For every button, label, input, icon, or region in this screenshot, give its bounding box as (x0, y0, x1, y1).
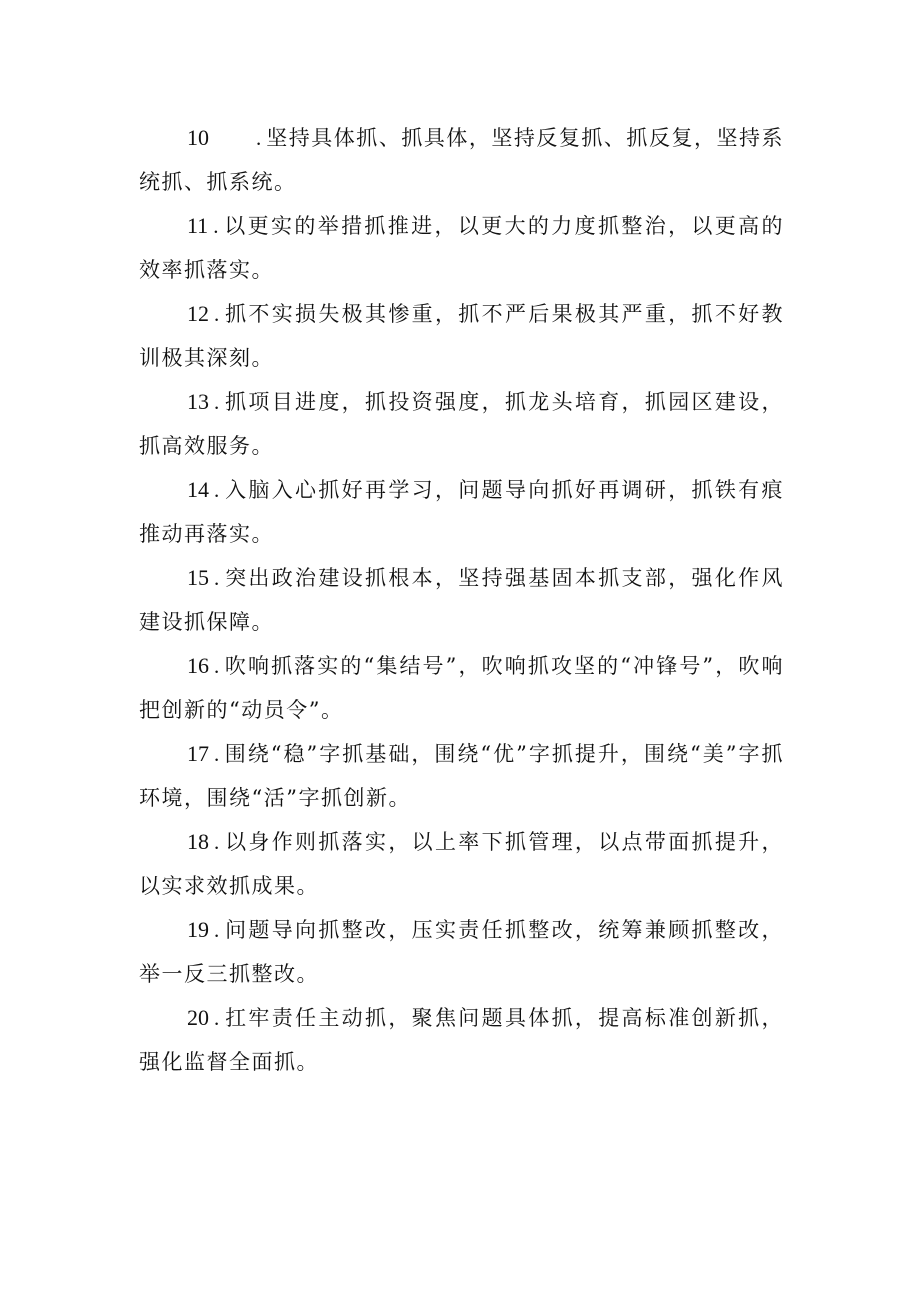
list-item (139, 908, 784, 996)
item-separator: . (214, 566, 220, 590)
list-item (139, 644, 784, 732)
item-number: 14 (187, 477, 209, 502)
item-text: 以更实的举措抓推进，以更大的力度抓整治，以更高的效率抓落实。 (139, 214, 784, 282)
item-separator: . (214, 1006, 220, 1030)
list-item (139, 204, 784, 292)
item-number: 10 (187, 125, 209, 150)
item-number: 11 (187, 213, 209, 238)
item-text: 突出政治建设抓根本，坚持强基固本抓支部，强化作风建设抓保障。 (139, 566, 784, 634)
list-item (139, 820, 784, 908)
item-text: 抓不实损失极其惨重，抓不严后果极其严重，抓不好教训极其深刻。 (139, 302, 784, 370)
item-text: 扛牢责任主动抓，聚焦问题具体抓，提高标准创新抓，强化监督全面抓。 (139, 1006, 784, 1074)
item-separator: . (214, 830, 220, 854)
item-text: 以身作则抓落实，以上率下抓管理，以点带面抓提升，以实求效抓成果。 (139, 830, 784, 898)
item-text: 坚持具体抓、抓具体，坚持反复抓、抓反复，坚持系统抓、抓系统。 (139, 126, 784, 194)
item-number: 20 (187, 1005, 209, 1030)
item-separator: . (214, 390, 220, 414)
item-separator: . (214, 654, 220, 678)
list-item (139, 116, 784, 204)
list-item (139, 292, 784, 380)
item-number: 15 (187, 565, 209, 590)
item-number: 13 (187, 389, 209, 414)
item-separator: . (214, 918, 220, 942)
list-item (139, 468, 784, 556)
item-text: 吹响抓落实的“集结号”，吹响抓攻坚的“冲锋号”，吹响把创新的“动员令”。 (139, 654, 784, 722)
item-separator: . (214, 742, 220, 766)
item-text: 围绕“稳”字抓基础，围绕“优”字抓提升，围绕“美”字抓环境，围绕“活”字抓创新。 (139, 742, 784, 810)
item-separator: . (213, 214, 219, 238)
item-separator: . (214, 302, 220, 326)
list-item (139, 732, 784, 820)
list-item (139, 556, 784, 644)
item-number: 19 (187, 917, 209, 942)
item-number: 18 (187, 829, 209, 854)
document-body (139, 116, 784, 1084)
item-text: 抓项目进度，抓投资强度，抓龙头培育，抓园区建设，抓高效服务。 (139, 390, 784, 458)
item-separator: . (214, 478, 220, 502)
list-item (139, 380, 784, 468)
list-item (139, 996, 784, 1084)
item-text: 问题导向抓整改，压实责任抓整改，统筹兼顾抓整改，举一反三抓整改。 (139, 918, 784, 986)
item-text: 入脑入心抓好再学习，问题导向抓好再调研，抓铁有痕推动再落实。 (139, 478, 784, 546)
item-number: 16 (187, 653, 209, 678)
item-number: 12 (187, 301, 209, 326)
item-separator: . (256, 126, 262, 150)
item-number: 17 (187, 741, 209, 766)
